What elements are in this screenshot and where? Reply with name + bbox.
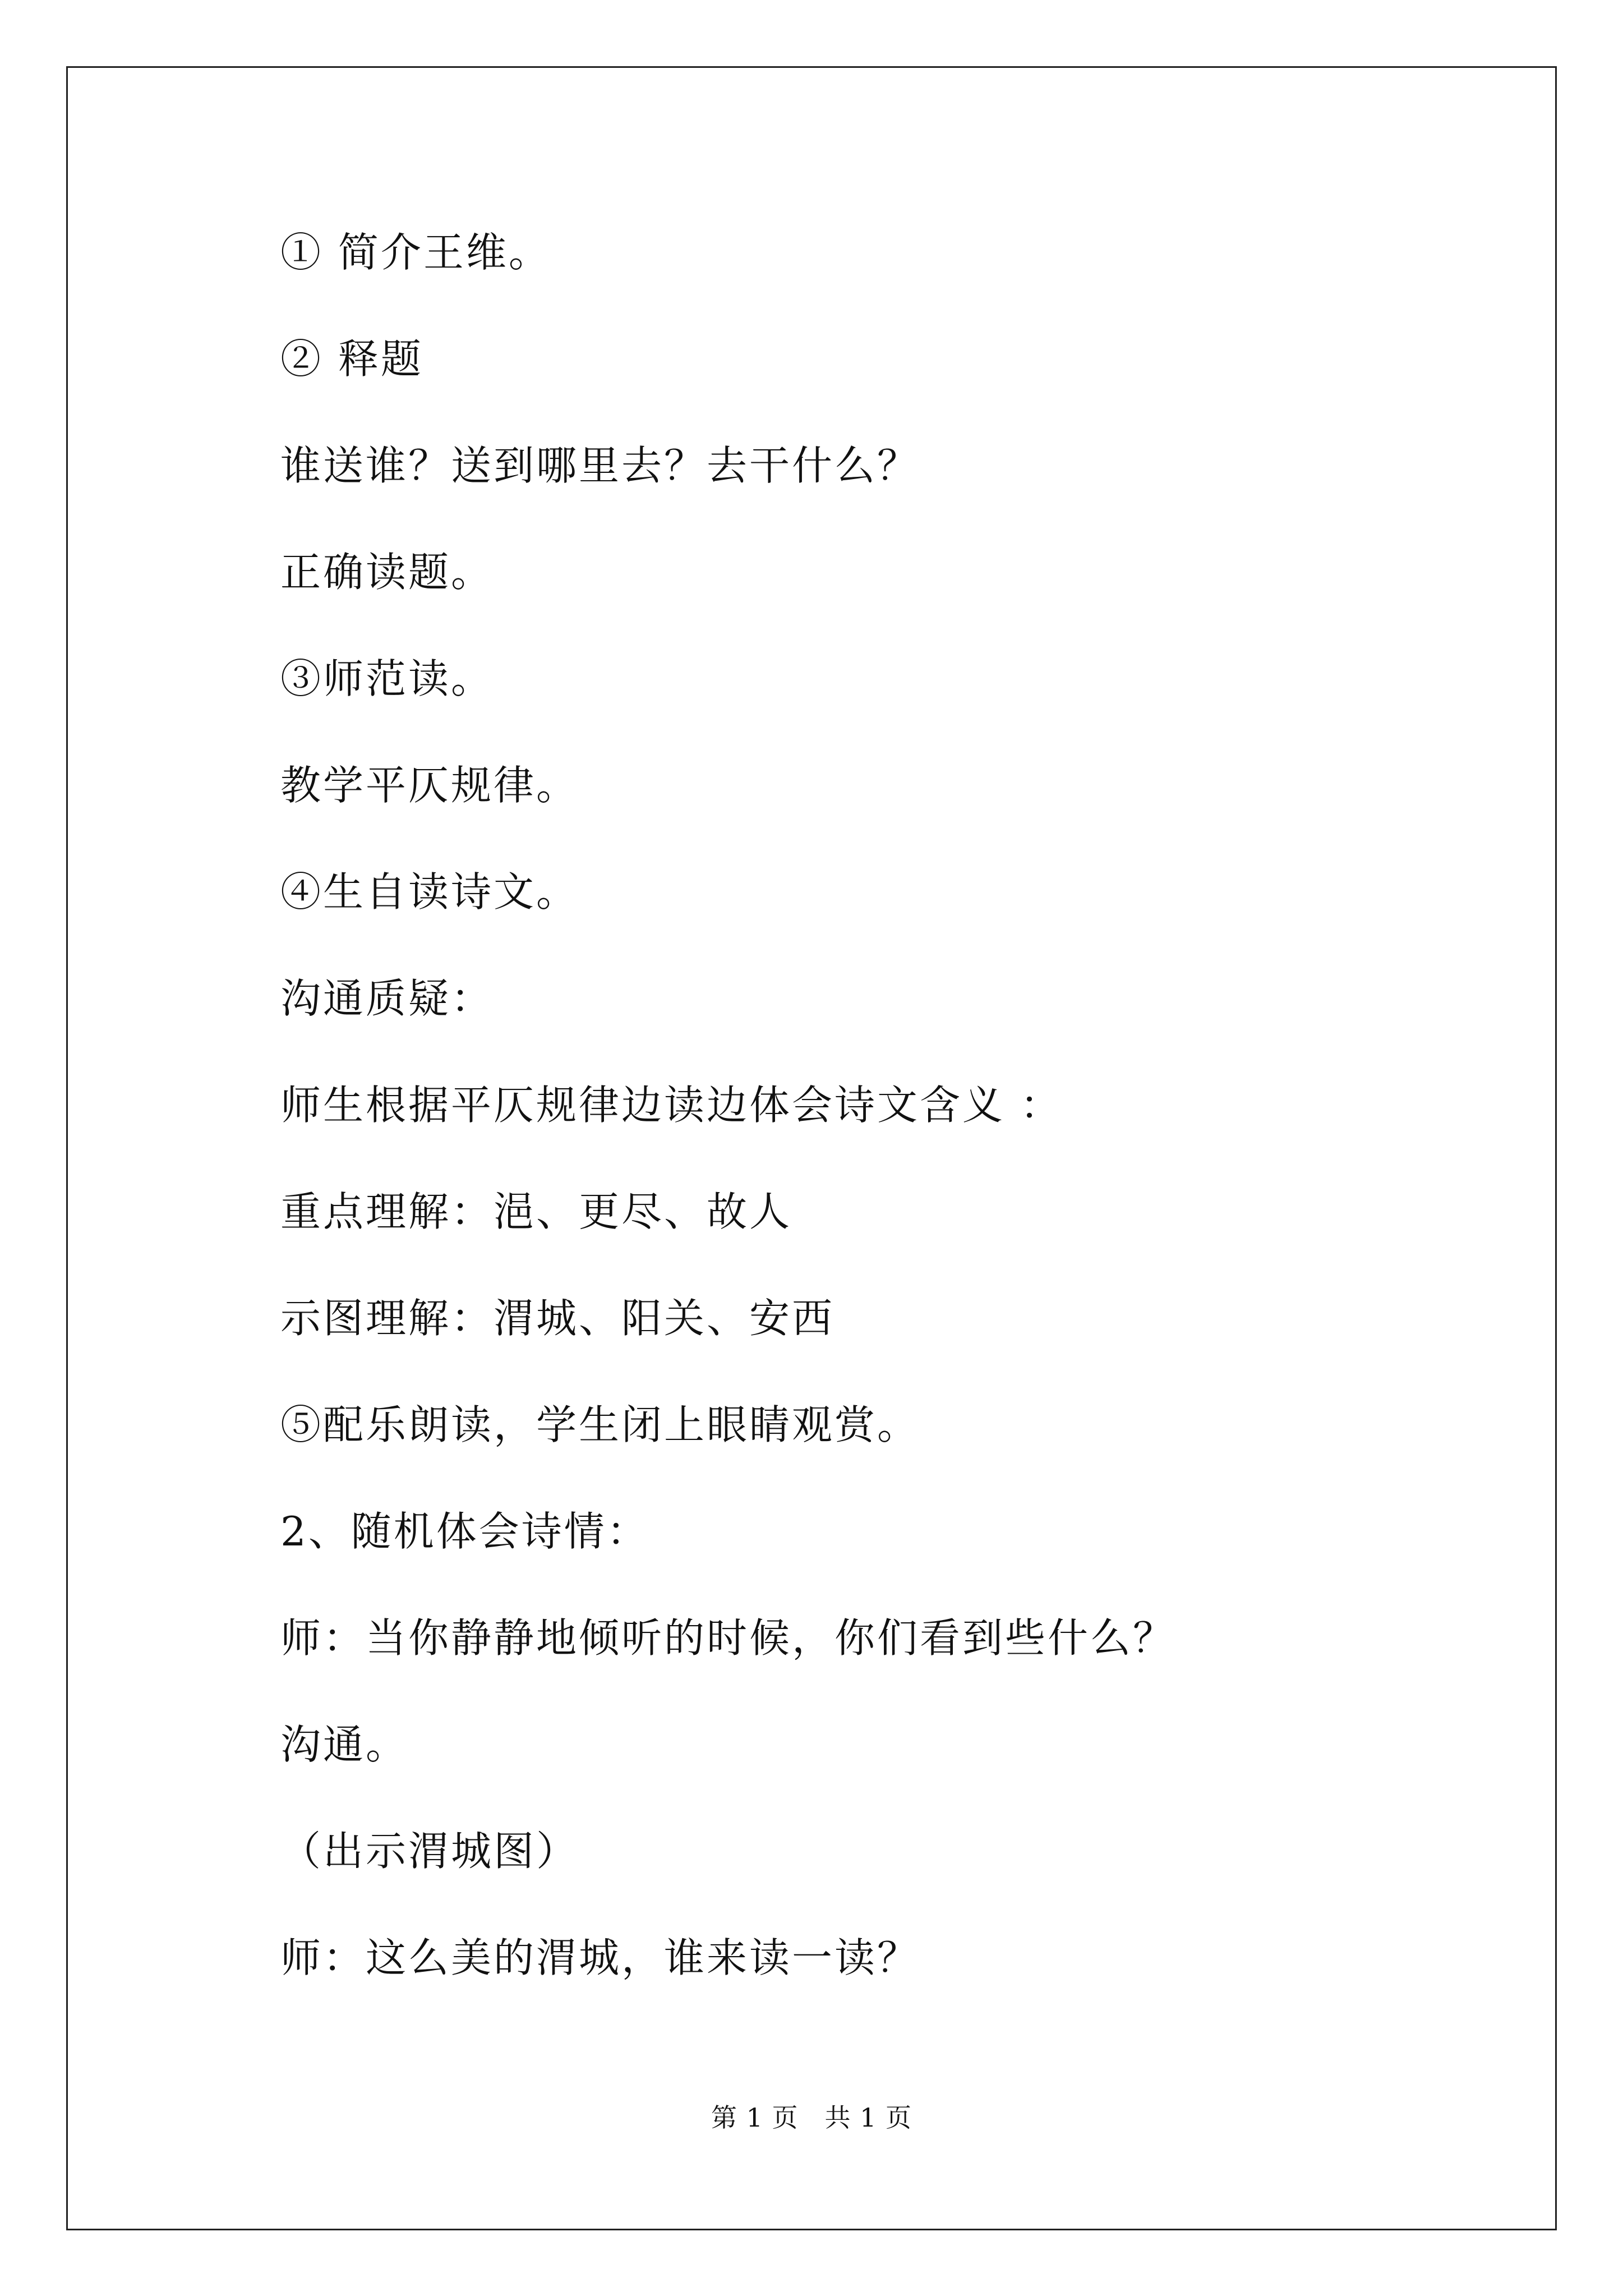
text-line: ⑤配乐朗读，学生闭上眼睛观赏。 <box>280 1401 920 1448</box>
text-line: ① 简介王维。 <box>280 229 551 276</box>
text-line: 正确读题。 <box>280 549 494 596</box>
text-line: 重点理解：浥、更尽、故人 <box>280 1188 792 1235</box>
text-line: 师生根据平仄规律边读边体会诗文含义 ： <box>280 1082 1063 1129</box>
text-line: 教学平仄规律。 <box>280 762 579 809</box>
text-line: ③师范读。 <box>280 655 494 702</box>
document-body <box>280 219 1486 2031</box>
text-line: 谁送谁？送到哪里去？去干什么？ <box>280 442 920 489</box>
page-footer: 第 1 页 共 1 页 <box>711 2102 912 2133</box>
text-line: 师：当你静静地倾听的时候，你们看到些什么？ <box>280 1614 1176 1662</box>
text-line: ② 释题 <box>280 335 423 383</box>
text-line: 2、随机体会诗情： <box>280 1508 649 1555</box>
text-line: 沟通质疑： <box>280 975 494 1022</box>
text-line: 沟通。 <box>280 1721 409 1768</box>
text-line: （出示渭城图） <box>280 1828 579 1875</box>
text-line: ④生自读诗文。 <box>280 868 579 915</box>
text-line: 师：这么美的渭城，谁来读一读？ <box>280 1934 920 1981</box>
text-line: 示图理解：渭城、阳关、安西 <box>280 1295 835 1342</box>
